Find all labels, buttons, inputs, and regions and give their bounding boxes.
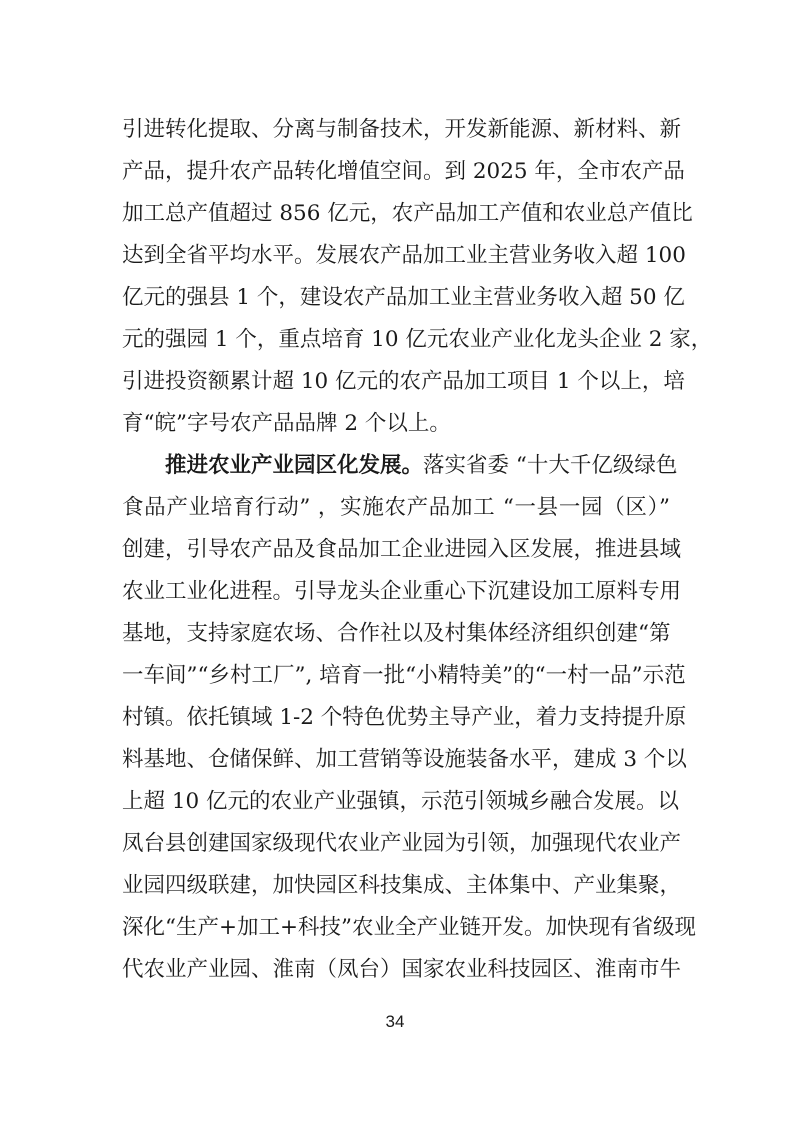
page-number: 34 (385, 1012, 405, 1031)
body-text-line: 料基地、仓储保鲜、加工营销等设施装备水平，建成 3 个以 (122, 747, 687, 772)
body-text-line: 育“皖”字号农产品品牌 2 个以上。 (122, 411, 451, 436)
body-text-line: 村镇。依托镇域 1-2 个特色优势主导产业，着力支持提升原 (122, 705, 687, 730)
body-text-line: 农业工业化进程。引导龙头企业重心下沉建设加工原料专用 (122, 579, 682, 604)
body-text-line: 基地，支持家庭农场、合作社以及村集体经济组织创建“第 (122, 621, 671, 646)
body-text: 落实省委 “十大千亿级绿色 (423, 453, 678, 478)
body-text-line: 引进转化提取、分离与制备技术，开发新能源、新材料、新 (122, 117, 682, 142)
body-text-line: 创建，引导农产品及食品加工企业进园入区发展，推进县域 (122, 537, 682, 562)
body-text-line: 达到全省平均水平。发展农产品加工业主营业务收入超 100 (122, 243, 686, 268)
body-text-line: 深化“生产+加工+科技”农业全产业链开发。加快现有省级现 (122, 915, 697, 940)
section-heading: 推进农业产业园区化发展。 (165, 453, 424, 478)
body-text-line: 凤台县创建国家级现代农业产业园为引领，加强现代农业产 (122, 831, 682, 856)
body-text-line: 元的强园 1 个，重点培育 10 亿元农业产业化龙头企业 2 家， (122, 327, 713, 352)
body-text-line: 产品，提升农产品转化增值空间。到 2025 年，全市农产品 (122, 159, 685, 184)
body-text-line: 引进投资额累计超 10 亿元的农产品加工项目 1 个以上，培 (122, 369, 685, 394)
body-text-line: 业园四级联建，加快园区科技集成、主体集中、产业集聚， (122, 873, 682, 898)
body-text-line: 代农业产业园、淮南（凤台）国家农业科技园区、淮南市牛 (122, 957, 682, 982)
section-heading-line (165, 451, 678, 481)
body-text-line: 亿元的强县 1 个，建设农产品加工业主营业务收入超 50 亿 (122, 285, 685, 310)
body-text-line: 一车间”“乡村工厂”, 培育一批“小精特美”的“一村一品”示范 (122, 663, 686, 688)
body-text-line: 上超 10 亿元的农业产业强镇，示范引领城乡融合发展。以 (122, 789, 680, 814)
body-text-line: 加工总产值超过 856 亿元，农产品加工产值和农业总产值比 (122, 201, 693, 226)
body-text-line: 食品产业培育行动” ，实施农产品加工 “一县一园（区）” (122, 495, 670, 520)
